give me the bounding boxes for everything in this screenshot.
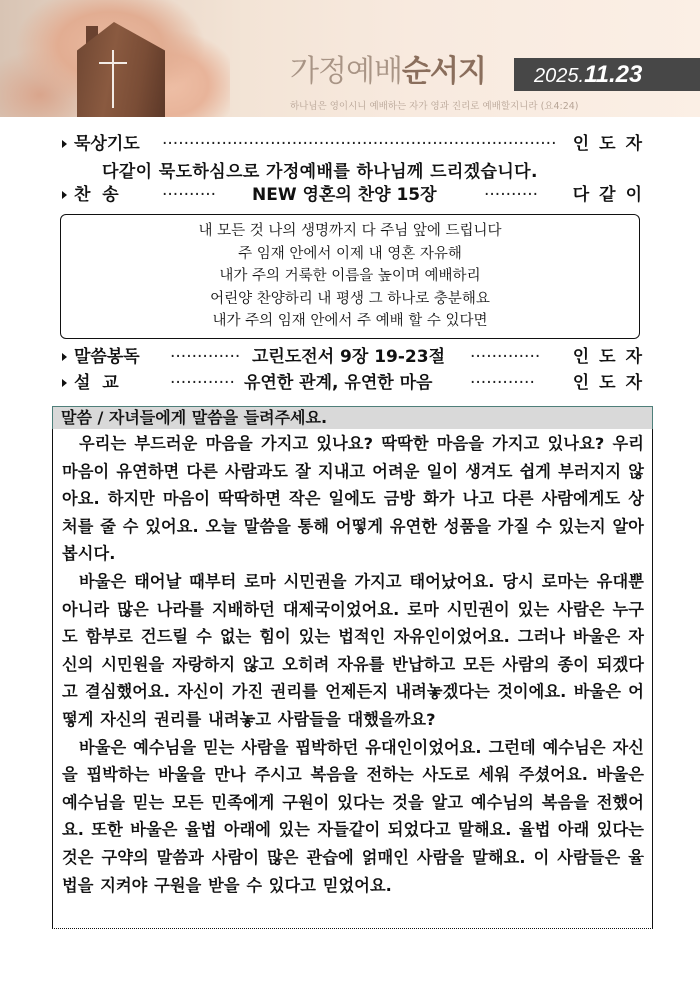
sermon-paragraph [62,430,644,568]
paragraph-text: 바울은 태어날 때부터 로마 시민권을 가지고 태어났어요. 당시 로마는 유대뿐 아니라 많은 나라를 지배하던 대제국이었어요. 로마 시민권이 있는 사람은 누구도 함부로 건드릴 수 없는 힘이 있는 법적인 자유인이었어요. 그러나 바울은 자신의 시민원을 자랑하지 않고 오히려 자유를 반납하고 모든 사람의 종이 되겠다고 결심했어요. 자신이 가진 권리를 언제든지 내려놓겠다는 것이에요. 바울은 어떻게 자신의 권리를 내려놓고 사람들을 대했을까요? [62,571,644,729]
date-text [534,61,642,92]
bullet-triangle-icon [62,191,67,199]
date-year: 2025. [534,65,585,87]
hymn-lyrics-box [60,214,640,339]
order-label: 말씀봉독 [74,347,140,367]
title-bold: 순서지 [401,54,486,89]
reading-passage: 고린도전서 9장 19-23절 [252,347,445,367]
order-label: 찬 송 [74,185,119,205]
bullet-triangle-icon [62,140,67,148]
dot-leader-left: ············· [170,347,241,367]
cross-icon-bar [99,62,127,64]
date-monthday: 11.23 [584,61,643,88]
sermon-paragraph [62,734,644,900]
order-row-hymn [62,183,652,207]
cross-icon [112,50,114,108]
lyric-line: 주 임재 안에서 이제 내 영혼 자유해 [238,245,462,262]
sermon-section-body [52,429,653,929]
order-row-sermon [62,371,652,395]
header-banner [0,0,700,117]
lyric-line: 내 모든 것 나의 생명까지 다 주님 앞에 드립니다 [198,223,502,239]
paragraph-text: 우리는 부드러운 마음을 가지고 있나요? 딱딱한 마음을 가지고 있나요? 우리 마음이 유연하면 다른 사람과도 잘 지내고 어려운 일이 생겨도 쉽게 부러지지 않아요. 하지만 마음이 딱딱하면 작은 일에도 금방 화가 나고 다른 사람에게도 상처를 줄 수 있어요. 오늘 말씀을 통해 어떻게 유연한 성품을 가질 수 있는지 알아봅시다. [62,434,644,564]
lyric-line: 어린양 찬양하리 내 평생 그 하나로 충분해요 [210,290,490,307]
dot-leader-right: ············· [470,347,541,367]
header-verse: 하나님은 영이시니 예배하는 자가 영과 진리로 예배할지니라 (요4:24) [290,101,579,112]
order-leader: 다같이 [572,185,652,205]
order-row-reading [62,345,652,369]
dot-leader: ········································································· [162,134,557,154]
dot-leader-right: ·········· [484,185,539,205]
order-leader: 인도자 [572,134,652,154]
title-light: 가정예배 [290,54,402,89]
sermon-paragraph [62,568,644,734]
order-leader: 인도자 [572,347,652,367]
prayer-text: 다같이 묵도하심으로 가정예배를 하나님께 드리겠습니다. [102,162,538,182]
order-label: 묵상기도 [74,134,140,154]
sermon-title: 유연한 관계, 유연한 마음 [244,373,433,393]
dot-leader-left: ·········· [162,185,217,205]
page-title [290,54,486,90]
lyric-line: 내가 주의 임재 안에서 주 예배 할 수 있다면 [212,313,488,329]
dot-leader-right: ············ [470,373,535,393]
order-label: 설 교 [74,373,119,393]
bullet-triangle-icon [62,353,67,361]
hymn-title: NEW 영혼의 찬양 15장 [252,185,437,205]
paragraph-text: 바울은 예수님을 믿는 사람을 핍박하던 유대인이었어요. 그런데 예수님은 자신을 핍박하는 바울을 만나 주시고 복음을 전하는 사도로 세워 주셨어요. 바울은 예수님을 믿는 모든 민족에게 구원이 있다는 것을 알고 예수님의 복음을 전했어요. 또한 바울은 율법 아래에 있는 자들같이 되었다고 말해요. 율법 아래 있다는 것은 구약의 말씀과 사람이 많은 관습에 얽매인 사람을 말해요. 이 사람들은 율법을 지켜야 구원을 받을 수 있다고 믿었어요. [62,737,644,895]
order-row-prayer [62,132,652,156]
dot-leader-left: ············ [170,373,235,393]
sermon-section-heading: 말씀 / 자녀들에게 말씀을 들려주세요. [52,406,653,429]
lyric-line: 내가 주의 거룩한 이름을 높이며 예배하리 [219,268,481,284]
order-leader: 인도자 [572,373,652,393]
date-badge [514,58,700,91]
bullet-triangle-icon [62,379,67,387]
